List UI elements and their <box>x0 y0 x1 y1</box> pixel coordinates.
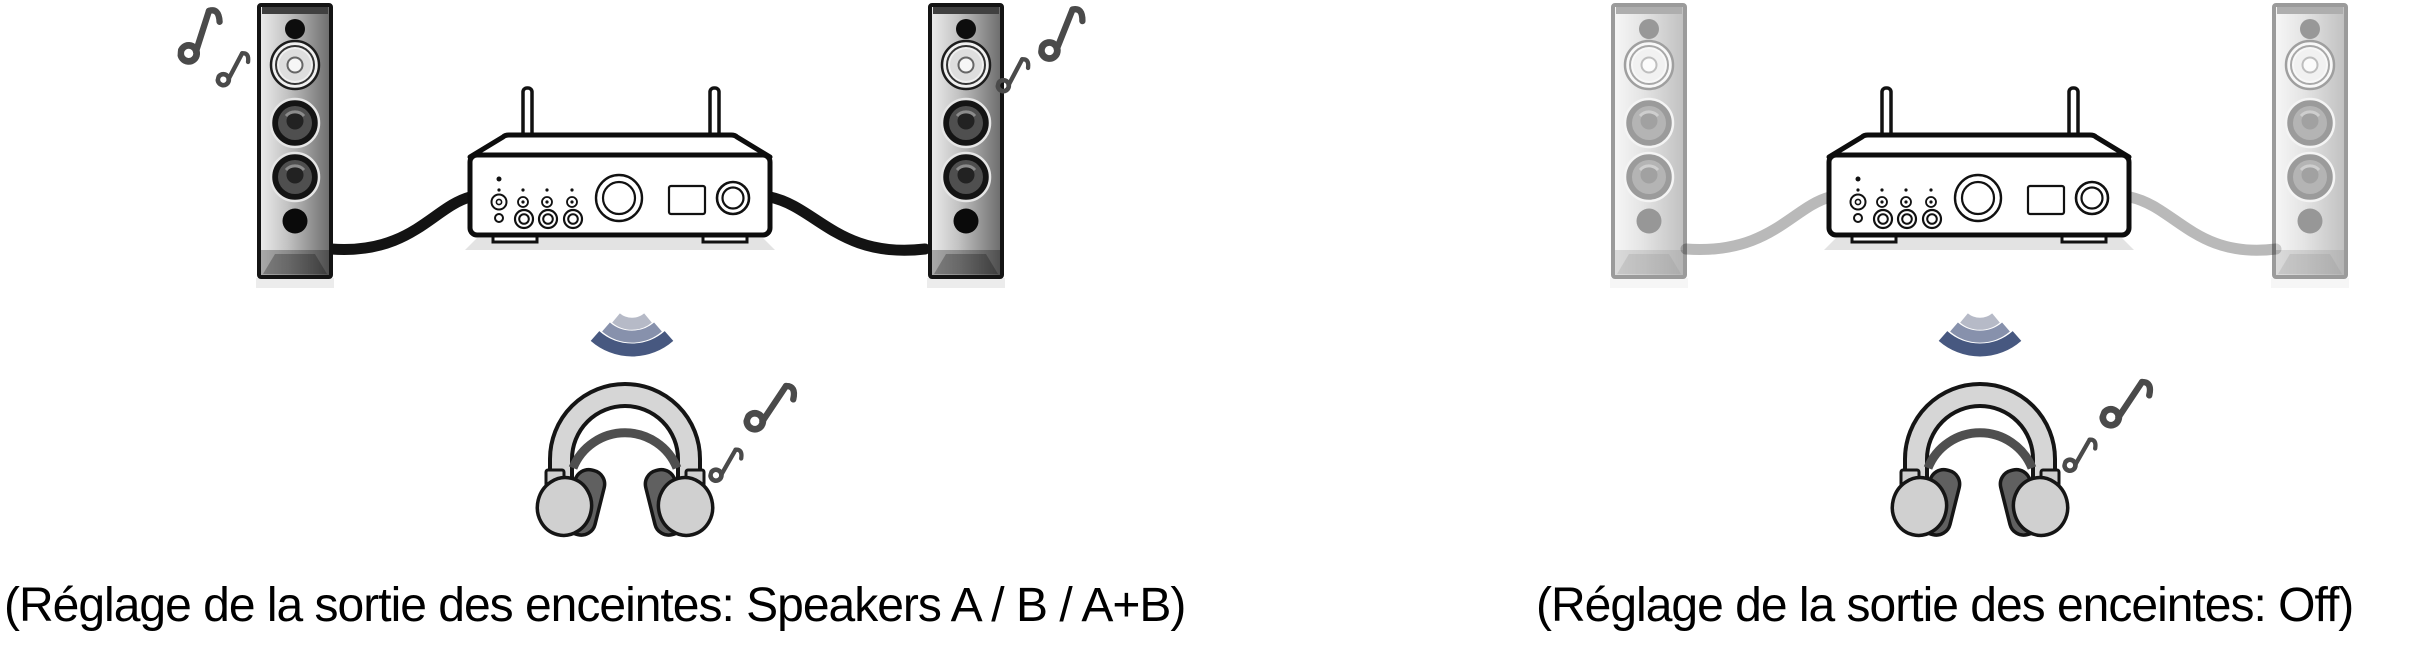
speaker-cable-right-dimmed <box>2124 183 2282 268</box>
amplifier <box>1824 84 2134 254</box>
speaker-cable-right <box>765 183 931 268</box>
headphones-icon <box>525 380 725 542</box>
panel-caption-speakers-on: (Réglage de la sortie des enceintes: Speakers A / B / A+B) <box>4 579 1186 632</box>
floor-speaker-left <box>255 2 335 292</box>
speaker-cable-left <box>325 183 475 268</box>
music-note-icon <box>2095 364 2162 441</box>
speaker-cable-left-dimmed <box>1680 183 1835 268</box>
floor-speaker-right-dimmed <box>2270 2 2350 292</box>
wireless-signal-icon <box>582 308 682 364</box>
music-note-icon <box>1034 0 1092 67</box>
panel-caption-speakers-off: (Réglage de la sortie des enceintes: Off) <box>1536 579 2354 632</box>
floor-speaker-left-dimmed <box>1609 2 1689 292</box>
amplifier <box>465 84 775 254</box>
headphones-icon <box>1880 380 2080 542</box>
music-note-icon <box>739 368 806 445</box>
wireless-signal-icon <box>1930 308 2030 364</box>
floor-speaker-right <box>926 2 1006 292</box>
